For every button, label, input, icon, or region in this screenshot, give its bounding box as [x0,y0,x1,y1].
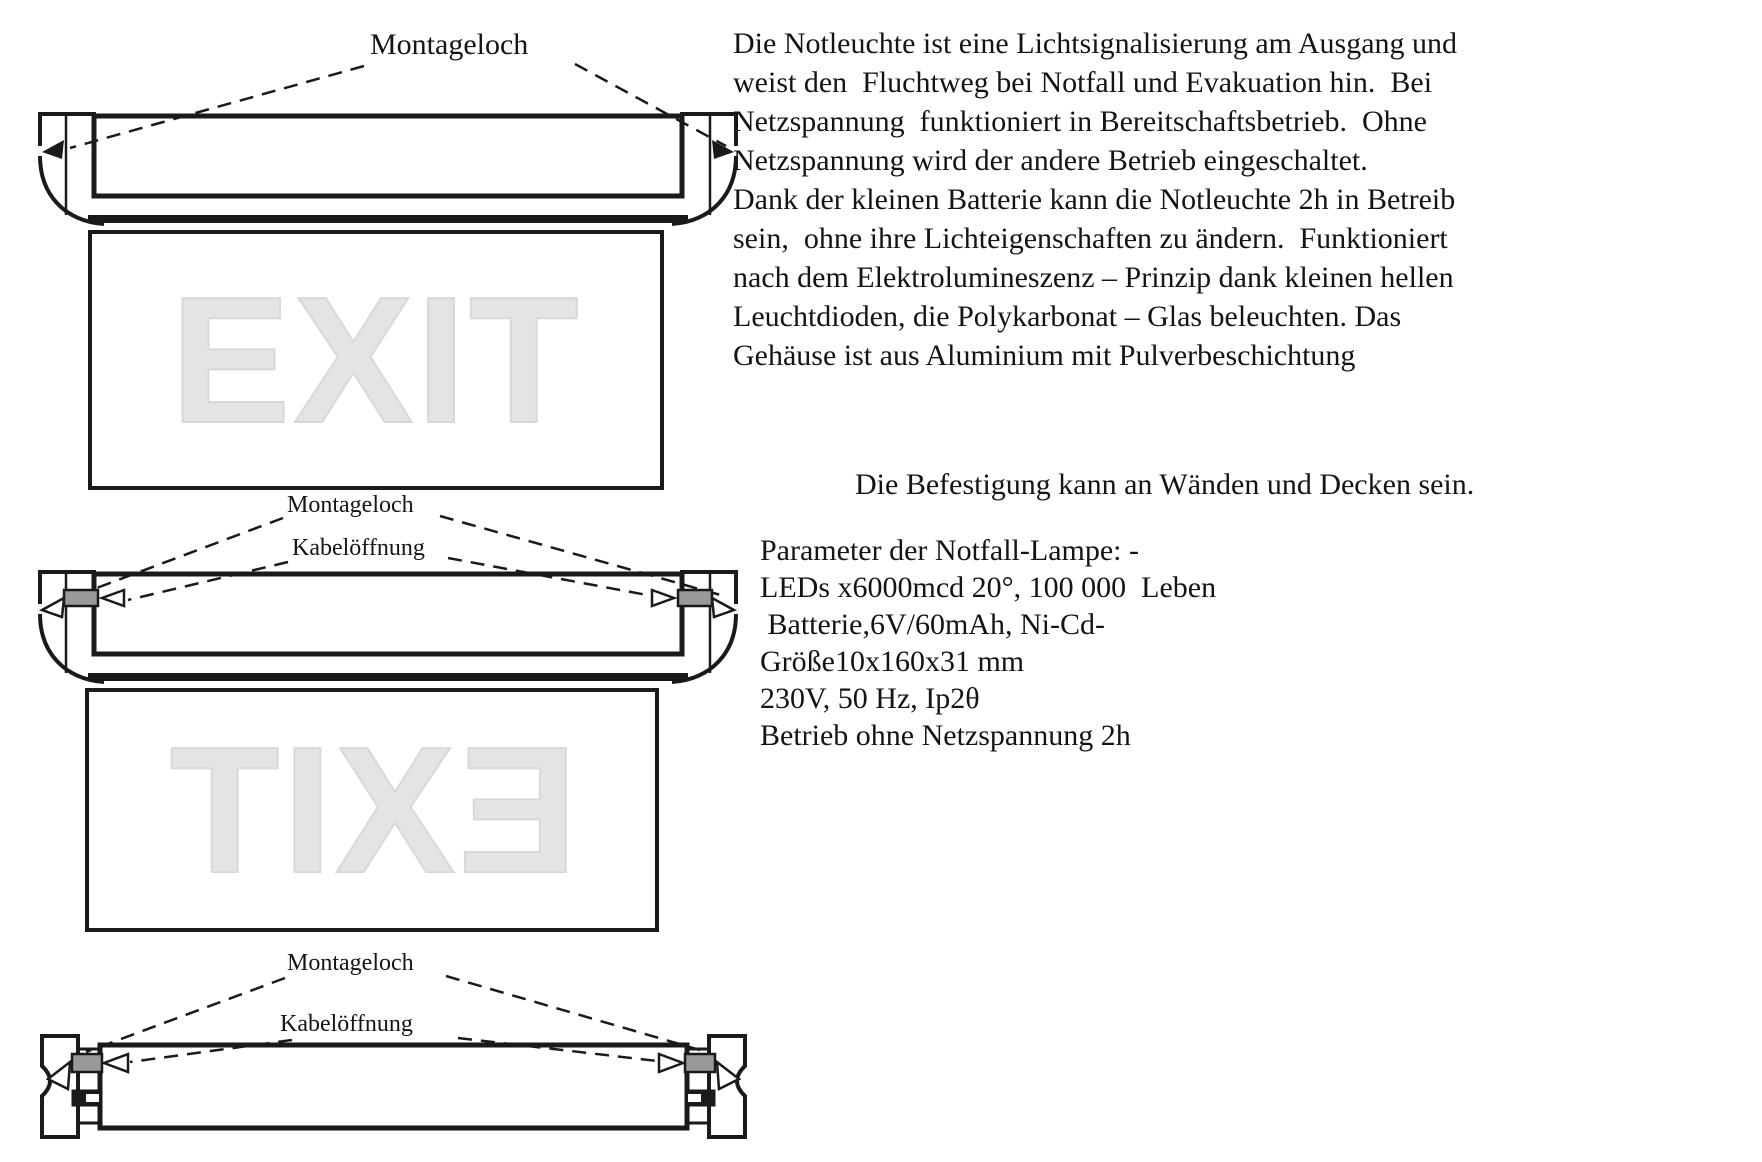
top-montageloch-label: Montageloch [287,950,414,976]
top-kabeloeffnung-label: Kabelöffnung [280,1011,413,1037]
description-line: Dank der kleinen Batterie kann die Notleuchte 2h in Betreib [733,183,1456,216]
parameter-line: Betrieb ohne Netzspannung 2h [760,719,1131,752]
description-line: Gehäuse ist aus Aluminium mit Pulverbeschichtung [733,339,1356,372]
parameter-line: Batterie,6V/60mAh, Ni-Cd- [760,608,1105,641]
parameter-line: 230V, 50 Hz, Ip2θ [760,682,980,715]
description-line: nach dem Elektrolumineszenz – Prinzip dank kleinen hellen [733,261,1454,294]
description-paragraph [733,24,1457,375]
exit-panel-back [87,690,657,930]
parameter-line: Parameter der Notfall-Lampe: - [760,534,1139,567]
parameter-list [760,532,1216,754]
back-montageloch-label: Montageloch [287,492,414,518]
parameter-line: LEDs x6000mcd 20°, 100 000 Leben [760,571,1217,604]
mounting-note: Die Befestigung kann an Wänden und Decken sein. [855,468,1475,501]
description-line: Netzspannung wird der andere Betrieb eingeschaltet. [733,144,1368,177]
description-line: Die Notleuchte ist eine Lichtsignalisierung am Ausgang und [733,27,1458,60]
front-montageloch-label: Montageloch [370,28,529,61]
top-view-housing [100,1045,687,1128]
description-line: weist den Fluchtweg bei Notfall und Evakuation hin. Bei [733,66,1433,99]
description-line: Leuchtdioden, die Polykarbonat – Glas beleuchten. Das [733,300,1402,333]
description-line: sein, ohne ihre Lichteigenschaften zu ändern. Funktioniert [733,222,1448,255]
exit-text-front: EXIT [170,259,582,461]
back-kabeloeffnung-label: Kabelöffnung [292,535,425,561]
description-line: Netzspannung funktioniert in Bereitschaftsbetrieb. Ohne [733,105,1427,138]
exit-panel-front [90,232,662,488]
exit-text-back-mirrored: EXIT [166,709,578,911]
parameter-line: Größe10x160x31 mm [760,645,1025,678]
